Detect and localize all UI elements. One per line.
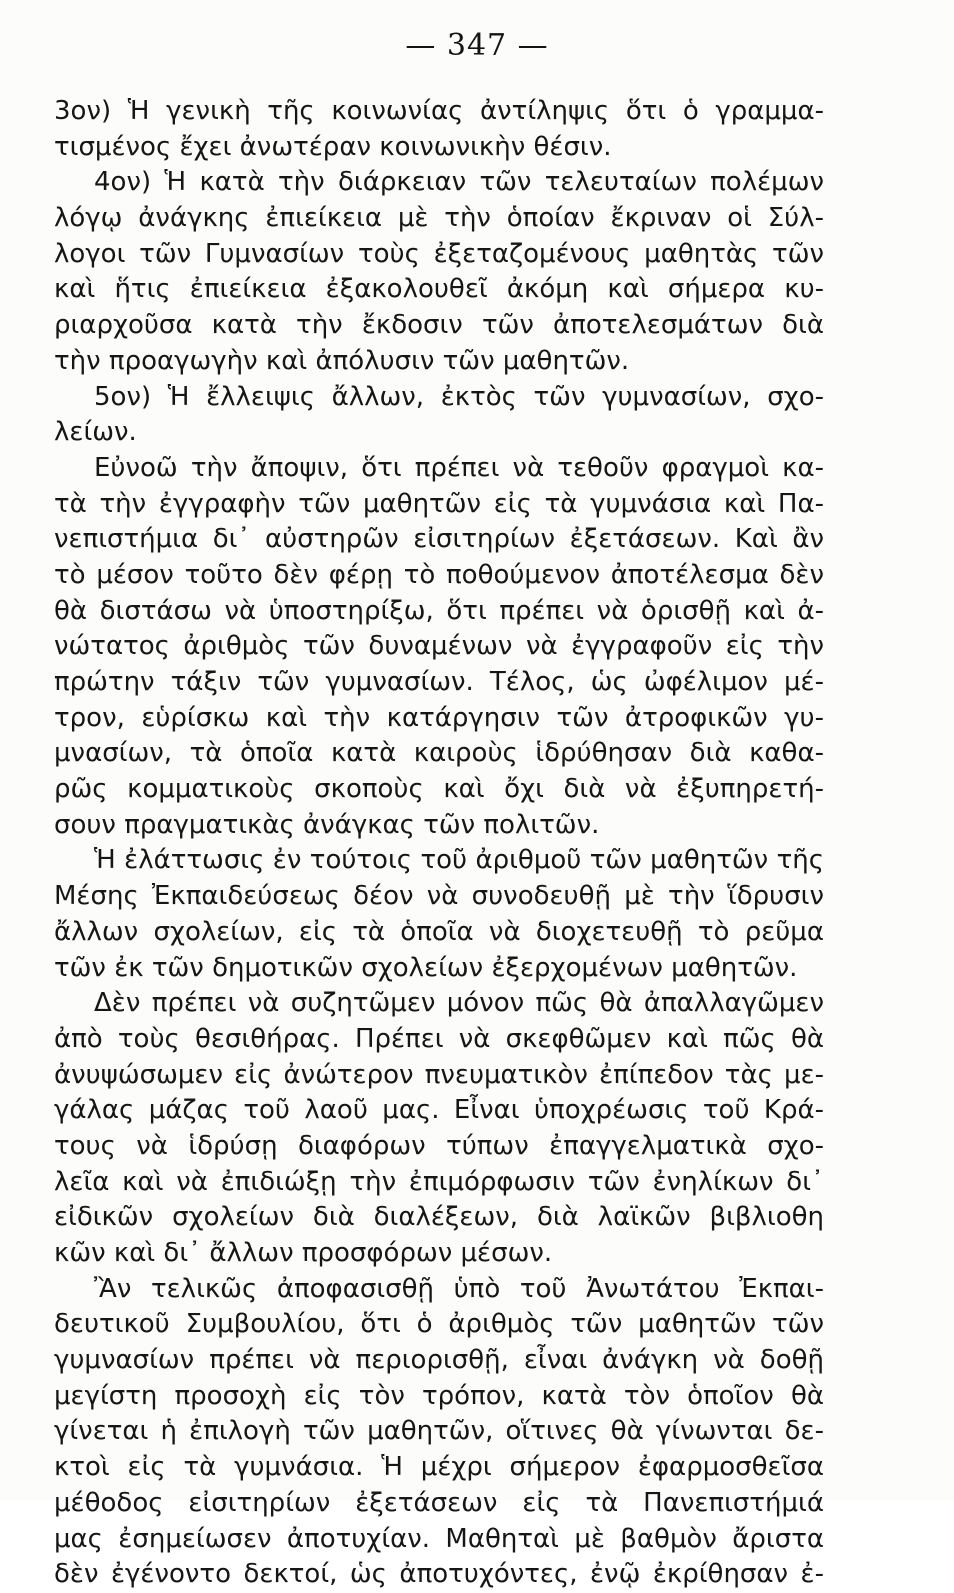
text-line: ἀπὸ τοὺς θεσιθήρας. Πρέπει νὰ σκεφθῶμεν καὶ πῶς θὰ <box>54 1023 824 1054</box>
page-number-value: 347 <box>446 28 508 63</box>
text-line: δευτικοῦ Συμβουλίου, ὅτι ὁ ἀριθμὸς τῶν μαθητῶν τῶν <box>54 1309 824 1340</box>
text-line: μεγίστη προσοχὴ εἰς τὸν τρόπον, κατὰ τὸν ὁποῖον θὰ <box>54 1380 824 1411</box>
page-number: — 347 — <box>405 28 549 63</box>
text-line: τρον, εὑρίσκω καὶ τὴν κατάργησιν τῶν ἀτροφικῶν γυ- <box>54 702 824 733</box>
text-line: ἄλλων σχολείων, εἰς τὰ ὁποῖα νὰ διοχετευθῇ τὸ ρεῦμα <box>54 916 824 947</box>
text-line: τισμένος ἔχει ἀνωτέραν κοινωνικὴν θέσιν. <box>54 131 612 162</box>
text-line: λόγῳ ἀνάγκης ἐπιείκεια μὲ τὴν ὁποίαν ἔκριναν οἱ Σύλ- <box>54 203 824 234</box>
text-line: γυμνασίων πρέπει νὰ περιορισθῇ, εἶναι ἀνάγκη νὰ δοθῇ <box>54 1345 824 1376</box>
text-line: 3ον) Ἡ γενικὴ τῆς κοινωνίας ἀντίληψις ὅτι ὁ γραμμα- <box>54 96 824 126</box>
text-line: γίνεται ἡ ἐπιλογὴ τῶν μαθητῶν, οἵτινες θὰ γίνωνται δε- <box>54 1416 824 1447</box>
text-line: μέθοδος εἰσιτηρίων ἐξετάσεων εἰς τὰ Πανεπιστήμιά <box>54 1487 824 1518</box>
text-line: λεῖα καὶ νὰ ἐπιδιώξῃ τὴν ἐπιμόρφωσιν τῶν ἐνηλίκων δι᾿ <box>54 1166 824 1197</box>
text-line: σουν πραγματικὰς ἀνάγκας τῶν πολιτῶν. <box>54 809 600 840</box>
text-line: Ἂν τελικῶς ἀποφασισθῇ ὑπὸ τοῦ Ἀνωτάτου Ἐκπαι- <box>94 1273 824 1304</box>
text-line: καὶ ἥτις ἐπιείκεια ἐξακολουθεῖ ἀκόμη καὶ σήμερα κυ- <box>54 274 824 305</box>
text-line: νώτατος ἀριθμὸς τῶν δυναμένων νὰ ἐγγραφοῦν εἰς τὴν <box>54 631 824 662</box>
text-line: 5ον) Ἡ ἔλλειψις ἄλλων, ἐκτὸς τῶν γυμνασίων, σχο- <box>94 381 824 412</box>
text-line: ἀνυψώσωμεν εἰς ἀνώτερον πνευματικὸν ἐπίπεδον τὰς με- <box>54 1059 824 1090</box>
text-line: νεπιστήμια δι᾿ αὐστηρῶν εἰσιτηρίων ἐξετάσεων. Καὶ ἂν <box>54 524 824 555</box>
text-line: κῶν καὶ δι᾿ ἄλλων προσφόρων μέσων. <box>54 1238 553 1268</box>
text-line: γάλας μάζας τοῦ λαοῦ μας. Εἶναι ὑποχρέωσις τοῦ Κρά- <box>54 1095 824 1126</box>
text-line: δὲν ἐγένοντο δεκτοί, ὡς ἀποτυχόντες, ἐνῷ ἐκρίθησαν ἐ- <box>54 1559 824 1590</box>
text-line: τῶν ἐκ τῶν δημοτικῶν σχολείων ἐξερχομένων μαθητῶν. <box>54 952 798 983</box>
text-line: 4ον) Ἡ κατὰ τὴν διάρκειαν τῶν τελευταίων πολέμων <box>94 167 824 198</box>
text-line: Μέσης Ἐκπαιδεύσεως δέον νὰ συνοδευθῇ μὲ τὴν ἵδρυσιν <box>54 881 824 912</box>
text-line: ρῶς κομματικοὺς σκοποὺς καὶ ὄχι διὰ νὰ ἐξυπηρετή- <box>54 774 824 805</box>
text-line: λείων. <box>54 417 137 448</box>
text-line: θὰ διστάσω νὰ ὑποστηρίξω, ὅτι πρέπει νὰ ὁρισθῇ καὶ ἀ- <box>54 595 824 626</box>
text-line: ριαρχοῦσα κατὰ τὴν ἔκδοσιν τῶν ἀποτελεσμάτων διὰ <box>54 310 824 341</box>
text-line: μνασίων, τὰ ὁποῖα κατὰ καιροὺς ἱδρύθησαν διὰ καθα- <box>54 738 824 769</box>
text-line: τὸ μέσον τοῦτο δὲν φέρῃ τὸ ποθούμενον ἀποτέλεσμα δὲν <box>54 559 824 590</box>
text-line: κτοὶ εἰς τὰ γυμνάσια. Ἡ μέχρι σήμερον ἐφαρμοσθεῖσα <box>54 1452 824 1483</box>
text-line: εἰδικῶν σχολείων διὰ διαλέξεων, διὰ λαϊκῶν βιβλιοθη <box>54 1202 824 1233</box>
text-line: τὰ τὴν ἐγγραφὴν τῶν μαθητῶν εἰς τὰ γυμνάσια καὶ Πα- <box>54 488 824 519</box>
text-line: πρώτην τάξιν τῶν γυμνασίων. Τέλος, ὡς ὠφέλιμον μέ- <box>54 667 824 697</box>
text-line: Δὲν πρέπει νὰ συζητῶμεν μόνον πῶς θὰ ἀπαλλαγῶμεν <box>94 988 824 1019</box>
text-line: τους νὰ ἱδρύσῃ διαφόρων τύπων ἐπαγγελματικὰ σχο- <box>54 1130 824 1161</box>
text-line: τὴν προαγωγὴν καὶ ἀπόλυσιν τῶν μαθητῶν. <box>54 345 630 376</box>
text-line: Εὐνοῶ τὴν ἄποψιν, ὅτι πρέπει νὰ τεθοῦν φραγμοὶ κα- <box>94 452 824 483</box>
text-line: Ἡ ἐλάττωσις ἐν τούτοις τοῦ ἀριθμοῦ τῶν μαθητῶν τῆς <box>94 845 824 876</box>
body-text <box>54 94 824 1593</box>
text-line: μας ἐσημείωσεν ἀποτυχίαν. Μαθηταὶ μὲ βαθμὸν ἄριστα <box>54 1523 824 1554</box>
text-line: λογοι τῶν Γυμνασίων τοὺς ἐξεταζομένους μαθητὰς τῶν <box>54 238 824 269</box>
